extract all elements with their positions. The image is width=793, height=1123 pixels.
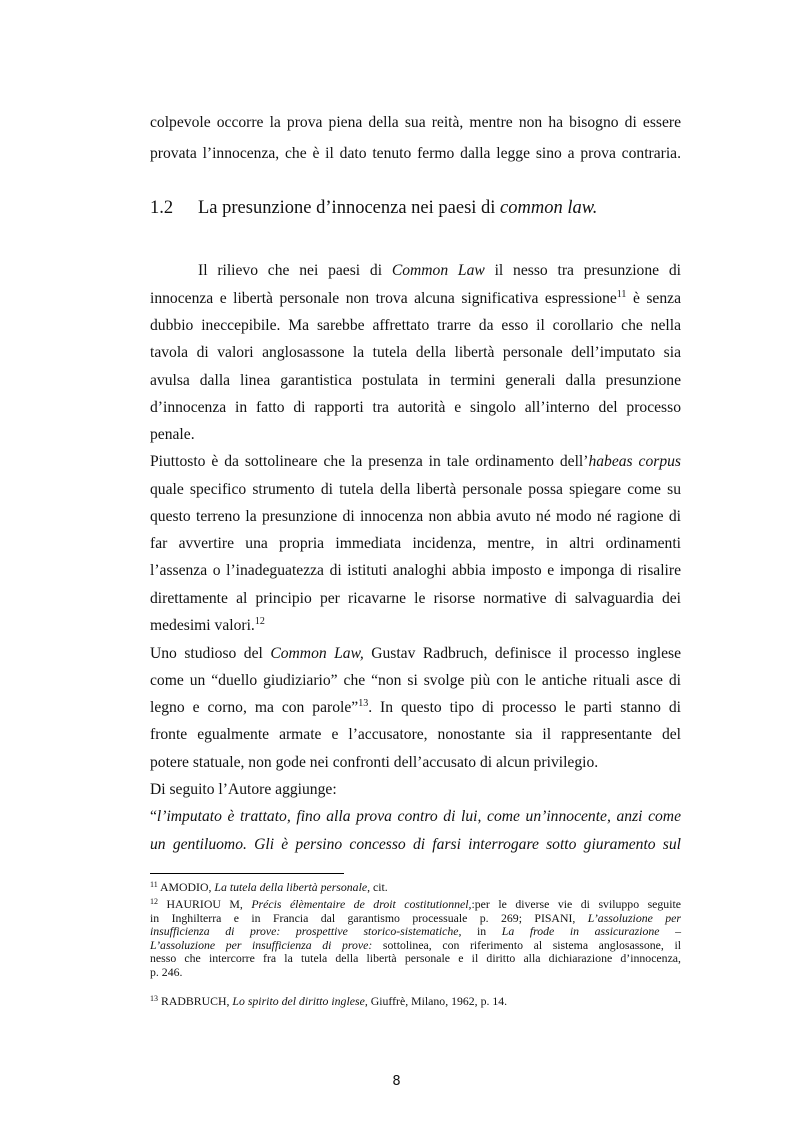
text: innocenza e libertà personale non trova alcuna significativa espressione [150,290,617,307]
text: in [461,924,502,938]
p1-line-6 [150,399,681,417]
p2-line-2 [150,481,681,499]
p3-line-1 [150,645,681,663]
text: RADBRUCH, [158,994,233,1008]
text: l’assenza o l’inadeguatezza di istituti analoghi abbia imposto e imponga di risalire [150,562,681,579]
p3-line-5 [150,754,681,772]
quote-line-1 [150,808,681,826]
text: , Giuffrè, Milano, 1962, p. 14. [364,994,508,1008]
text: come un “duello giudiziario” che “non si svolge più con le antiche rituali asce di [150,672,681,689]
p2-line-5 [150,562,681,580]
page-number: 8 [392,1074,401,1089]
p2-line-6 [150,590,681,608]
p1-line-1 [198,262,681,280]
text-italic: Lo spirito del diritto inglese [232,994,365,1008]
p3-line-2 [150,672,681,690]
text: Uno studioso del [150,645,271,662]
text: questo terreno la presunzione di innocenza non abbia avuto né modo né ragione di [150,508,681,525]
text-italic: insufficienza di prove: prospettive storico-sistematiche, [150,924,462,938]
text: AMODIO, [157,880,215,894]
text: in Inghilterra e in Francia dal garantismo processuale p. 269; PISANI, [150,910,588,925]
p2-line-7 [150,617,681,635]
text-italic: Common Law [391,262,485,279]
footnote-number: 13 [150,994,158,1003]
fn12-line-3 [150,925,681,939]
text: “ [150,808,157,825]
text: direttamente al principio per ricavarne le risorse normative di salvaguardia dei [150,590,681,607]
p3-line-4 [150,726,681,744]
text: , cit. [367,880,388,894]
section-number: 1.2 [150,198,174,218]
text-italic: L’assoluzione per insufficienza di prove: [150,937,373,952]
p1-line-7 [150,426,681,444]
text-italic: habeas corpus [588,453,681,470]
footnote-number: 12 [150,897,158,906]
p2-line-3 [150,508,681,526]
p3-line-3 [150,699,681,717]
p1-line-2 [150,290,681,308]
text-italic: La frode in assicurazione – [501,924,681,938]
p2-line-4 [150,535,681,553]
text: sottolinea, con riferimento al sistema anglosassone, il [372,937,681,952]
footnote-ref[interactable]: 11 [616,289,627,300]
text: tavola di valori anglosassone la tutela della libertà personale dell’imputato sia [150,344,681,361]
text: penale. [150,426,195,443]
text: :per le diverse vie di sviluppo seguite [471,897,681,911]
text-italic: La tutela della libertà personale [214,880,368,894]
fn12-line-6 [150,966,681,980]
text-italic: L’assoluzione per [587,910,681,925]
text: far avvertire una propria immediata incidenza, mentre, in altri ordinamenti [150,535,681,552]
footnote-12 [150,898,681,979]
text: provata l’innocenza, che è il dato tenuto fermo dalla legge sino a prova contraria. [150,145,681,162]
section-title: La presunzione d’innocenza nei paesi di [198,198,501,218]
footnote-11 [150,881,681,895]
p1-line-5 [150,372,681,390]
intro-line-2 [150,145,681,163]
text: nesso che intercorre fra la tutela della libertà personale e il diritto alla dichiarazione d’innocenza, [150,951,681,965]
text: Il rilievo che nei paesi di [198,262,392,279]
text-italic: un gentiluomo. Gli è persino concesso di farsi interrogare sotto giuramento sul [150,836,681,853]
text: Gustav Radbruch, definisce il processo inglese [363,645,681,662]
text: il nesso tra presunzione di [484,262,681,279]
text: colpevole occorre la prova piena della sua reità, mentre non ha bisogno di essere [150,114,681,131]
text-italic: Précis élèmentaire de droit costitutionnel, [251,897,472,911]
p1-line-3 [150,317,681,335]
p1-line-4 [150,344,681,362]
footnote-13 [150,995,681,1009]
quote-line-2 [150,836,681,854]
text: Piuttosto è da sottolineare che la presenza in tale ordinamento dell’ [150,453,589,470]
text-italic: Common Law, [270,645,364,662]
text: quale specifico strumento di tutela della libertà personale possa spiegare come su [150,481,681,498]
text: potere statuale, non gode nei confronti dell’accusato di alcun privilegio. [150,754,599,771]
text: Di seguito l’Autore aggiunge: [150,781,337,798]
footnote-ref[interactable]: 13 [358,698,369,709]
fn12-line-5 [150,952,681,966]
text: medesimi valori. [150,617,255,634]
section-title-italic: common law. [500,198,598,218]
fn12-line-2 [150,912,681,926]
p2-line-1 [150,453,681,471]
text: fronte egualmente armate e l’accusatore, nonostante sia il rappresentante del [150,726,681,743]
text: avulsa dalla linea garantistica postulata in termini generali dalla presunzione [150,372,681,389]
footnote-ref[interactable]: 12 [254,616,265,627]
intro-line-1 [150,114,681,132]
text: . In questo tipo di processo le parti stanno di [368,699,681,716]
text: è senza [626,290,681,307]
text: p. 246. [150,964,183,979]
fn12-line-4 [150,939,681,953]
text-italic: l’imputato è trattato, fino alla prova contro di lui, come un’innocente, anzi come [156,808,681,825]
footnote-number: 11 [150,880,158,889]
text: legno e corno, ma con parole” [150,699,359,716]
text: d’innocenza in fatto di rapporti tra autorità e singolo all’interno del processo [150,399,681,416]
text: HAURIOU M, [158,897,252,911]
fn12-line-1 [150,898,681,912]
footnote-separator [150,873,344,874]
p3-line-6 [150,781,681,799]
section-heading [150,198,597,219]
text: dubbio ineccepibile. Ma sarebbe affrettato trarre da esso il corollario che nella [150,317,681,334]
